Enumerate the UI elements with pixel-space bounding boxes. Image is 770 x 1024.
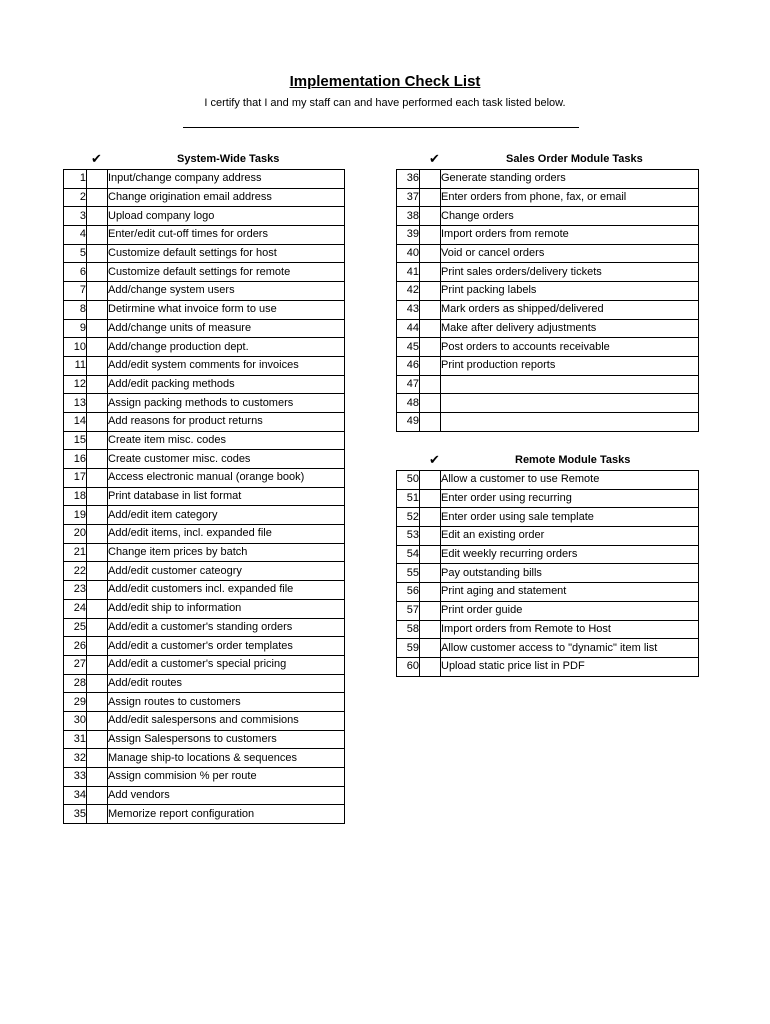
- task-number: 15: [64, 431, 87, 450]
- task-checkbox[interactable]: [420, 263, 441, 282]
- task-number: 10: [64, 338, 87, 357]
- task-description: [441, 412, 699, 431]
- task-checkbox[interactable]: [420, 207, 441, 226]
- remote-tasks-table: [396, 470, 699, 677]
- task-number: 29: [64, 693, 87, 712]
- task-checkbox[interactable]: [87, 543, 108, 562]
- table-row: [64, 319, 345, 338]
- task-number: 17: [64, 469, 87, 488]
- task-checkbox[interactable]: [420, 657, 441, 676]
- task-description: Assign routes to customers: [108, 693, 345, 712]
- task-checkbox[interactable]: [420, 356, 441, 375]
- task-number: 33: [64, 768, 87, 787]
- task-description: Add/edit a customer's standing orders: [108, 618, 345, 637]
- task-checkbox[interactable]: [87, 786, 108, 805]
- task-description: Add/edit a customer's order templates: [108, 637, 345, 656]
- task-description: Print aging and statement: [441, 583, 699, 602]
- task-description: [441, 394, 699, 413]
- task-description: Add/edit packing methods: [108, 375, 345, 394]
- table-row: [64, 693, 345, 712]
- task-number: 49: [397, 412, 420, 431]
- task-number: 12: [64, 375, 87, 394]
- task-checkbox[interactable]: [420, 639, 441, 658]
- task-checkbox[interactable]: [87, 525, 108, 544]
- table-row: [64, 469, 345, 488]
- task-description: Add reasons for product returns: [108, 412, 345, 431]
- task-description: Add/edit salespersons and commisions: [108, 711, 345, 730]
- task-checkbox[interactable]: [87, 244, 108, 263]
- task-description: Add/change production dept.: [108, 338, 345, 357]
- task-number: 36: [397, 170, 420, 189]
- task-description: Upload static price list in PDF: [441, 657, 699, 676]
- task-description: Pay outstanding bills: [441, 564, 699, 583]
- task-description: Mark orders as shipped/delivered: [441, 300, 699, 319]
- task-checkbox[interactable]: [87, 469, 108, 488]
- task-checkbox[interactable]: [87, 170, 108, 189]
- task-number: 4: [64, 226, 87, 245]
- table-row: [64, 749, 345, 768]
- task-description: Import orders from remote: [441, 226, 699, 245]
- task-description: Enter order using recurring: [441, 489, 699, 508]
- table-row: [397, 356, 699, 375]
- task-description: Print packing labels: [441, 282, 699, 301]
- task-description: Input/change company address: [108, 170, 345, 189]
- task-description: Manage ship-to locations & sequences: [108, 749, 345, 768]
- task-description: Memorize report configuration: [108, 805, 345, 824]
- table-row: [64, 618, 345, 637]
- task-description: Print production reports: [441, 356, 699, 375]
- task-checkbox[interactable]: [87, 450, 108, 469]
- task-number: 1: [64, 170, 87, 189]
- table-row: [64, 599, 345, 618]
- task-number: 34: [64, 786, 87, 805]
- task-checkbox[interactable]: [420, 300, 441, 319]
- table-row: [397, 412, 699, 431]
- task-number: 50: [397, 471, 420, 490]
- task-checkbox[interactable]: [420, 489, 441, 508]
- table-row: [64, 674, 345, 693]
- task-number: 19: [64, 506, 87, 525]
- task-number: 60: [397, 657, 420, 676]
- task-checkbox[interactable]: [87, 655, 108, 674]
- task-number: 55: [397, 564, 420, 583]
- task-checkbox[interactable]: [420, 394, 441, 413]
- task-number: 58: [397, 620, 420, 639]
- task-description: Add/change units of measure: [108, 319, 345, 338]
- table-row: [397, 319, 699, 338]
- task-number: 41: [397, 263, 420, 282]
- task-checkbox[interactable]: [420, 244, 441, 263]
- task-checkbox[interactable]: [87, 768, 108, 787]
- task-number: 16: [64, 450, 87, 469]
- task-number: 35: [64, 805, 87, 824]
- task-checkbox[interactable]: [87, 282, 108, 301]
- task-checkbox[interactable]: [420, 375, 441, 394]
- task-description: Change item prices by batch: [108, 543, 345, 562]
- task-checkbox[interactable]: [420, 564, 441, 583]
- task-checkbox[interactable]: [87, 263, 108, 282]
- task-number: 38: [397, 207, 420, 226]
- task-number: 44: [397, 319, 420, 338]
- task-number: 37: [397, 188, 420, 207]
- task-number: 46: [397, 356, 420, 375]
- task-checkbox[interactable]: [420, 282, 441, 301]
- task-checkbox[interactable]: [87, 319, 108, 338]
- task-checkbox[interactable]: [420, 338, 441, 357]
- task-description: Make after delivery adjustments: [441, 319, 699, 338]
- task-checkbox[interactable]: [87, 207, 108, 226]
- task-number: 22: [64, 562, 87, 581]
- task-description: Import orders from Remote to Host: [441, 620, 699, 639]
- task-number: 56: [397, 583, 420, 602]
- task-description: Change orders: [441, 207, 699, 226]
- task-description: Print database in list format: [108, 487, 345, 506]
- task-description: Post orders to accounts receivable: [441, 338, 699, 357]
- task-number: 40: [397, 244, 420, 263]
- task-description: Add/edit customer cateogry: [108, 562, 345, 581]
- task-description: Add/edit items, incl. expanded file: [108, 525, 345, 544]
- system-tasks-header: [63, 151, 345, 168]
- remote-tasks-header: [396, 452, 699, 469]
- table-row: [64, 300, 345, 319]
- table-row: [397, 282, 699, 301]
- task-checkbox[interactable]: [87, 412, 108, 431]
- table-row: [397, 545, 699, 564]
- table-row: [64, 805, 345, 824]
- task-number: 14: [64, 412, 87, 431]
- task-number: 59: [397, 639, 420, 658]
- task-checkbox[interactable]: [420, 545, 441, 564]
- table-row: [397, 375, 699, 394]
- certification-statement: I certify that I and my staff can and have performed each task listed below.: [204, 97, 566, 109]
- task-description: Add vendors: [108, 786, 345, 805]
- task-description: Allow customer access to "dynamic" item list: [441, 639, 699, 658]
- task-number: 43: [397, 300, 420, 319]
- table-row: [397, 471, 699, 490]
- task-description: Customize default settings for remote: [108, 263, 345, 282]
- signature-line: [183, 127, 579, 128]
- task-description: Assign packing methods to customers: [108, 394, 345, 413]
- task-description: Customize default settings for host: [108, 244, 345, 263]
- task-description: Add/edit system comments for invoices: [108, 356, 345, 375]
- check-icon: ✔: [429, 151, 440, 166]
- sales-tasks-table: [396, 169, 699, 432]
- table-row: [64, 637, 345, 656]
- table-row: [64, 394, 345, 413]
- task-description: Add/edit a customer's special pricing: [108, 655, 345, 674]
- task-checkbox[interactable]: [87, 711, 108, 730]
- table-row: [64, 263, 345, 282]
- task-checkbox[interactable]: [87, 730, 108, 749]
- task-description: Print sales orders/delivery tickets: [441, 263, 699, 282]
- task-number: 52: [397, 508, 420, 527]
- task-number: 31: [64, 730, 87, 749]
- task-number: 3: [64, 207, 87, 226]
- check-icon: ✔: [91, 151, 102, 166]
- table-row: [64, 244, 345, 263]
- task-number: 9: [64, 319, 87, 338]
- task-number: 42: [397, 282, 420, 301]
- task-number: 32: [64, 749, 87, 768]
- table-row: [64, 282, 345, 301]
- table-row: [64, 207, 345, 226]
- task-number: 7: [64, 282, 87, 301]
- table-row: [64, 226, 345, 245]
- table-row: [397, 244, 699, 263]
- task-checkbox[interactable]: [87, 375, 108, 394]
- table-row: [64, 487, 345, 506]
- task-number: 13: [64, 394, 87, 413]
- table-row: [64, 506, 345, 525]
- task-checkbox[interactable]: [420, 226, 441, 245]
- table-row: [64, 450, 345, 469]
- task-number: 23: [64, 581, 87, 600]
- sales-tasks-header: [396, 151, 699, 168]
- task-number: 11: [64, 356, 87, 375]
- task-checkbox[interactable]: [87, 487, 108, 506]
- table-row: [64, 188, 345, 207]
- task-number: 18: [64, 487, 87, 506]
- table-row: [397, 564, 699, 583]
- task-checkbox[interactable]: [87, 300, 108, 319]
- task-checkbox[interactable]: [87, 618, 108, 637]
- table-row: [64, 655, 345, 674]
- table-row: [397, 188, 699, 207]
- task-number: 48: [397, 394, 420, 413]
- table-row: [397, 394, 699, 413]
- task-checkbox[interactable]: [420, 471, 441, 490]
- task-checkbox[interactable]: [87, 562, 108, 581]
- system-tasks-title: System-Wide Tasks: [177, 153, 280, 165]
- task-number: 28: [64, 674, 87, 693]
- task-description: Add/edit item category: [108, 506, 345, 525]
- table-row: [64, 338, 345, 357]
- page-title: Implementation Check List: [289, 73, 481, 90]
- task-description: Assign Salespersons to customers: [108, 730, 345, 749]
- remote-tasks-title: Remote Module Tasks: [515, 454, 631, 466]
- table-row: [397, 226, 699, 245]
- task-number: 5: [64, 244, 87, 263]
- task-description: Access electronic manual (orange book): [108, 469, 345, 488]
- task-number: 8: [64, 300, 87, 319]
- task-number: 30: [64, 711, 87, 730]
- table-row: [397, 657, 699, 676]
- table-row: [397, 620, 699, 639]
- table-row: [397, 508, 699, 527]
- task-checkbox[interactable]: [87, 431, 108, 450]
- task-checkbox[interactable]: [420, 188, 441, 207]
- task-number: 47: [397, 375, 420, 394]
- task-description: Change origination email address: [108, 188, 345, 207]
- task-description: Edit an existing order: [441, 527, 699, 546]
- table-row: [64, 525, 345, 544]
- task-number: 57: [397, 601, 420, 620]
- table-row: [64, 356, 345, 375]
- task-description: Create customer misc. codes: [108, 450, 345, 469]
- table-row: [397, 207, 699, 226]
- task-description: Upload company logo: [108, 207, 345, 226]
- task-number: 26: [64, 637, 87, 656]
- system-tasks-table: [63, 169, 345, 824]
- task-checkbox[interactable]: [87, 599, 108, 618]
- task-checkbox[interactable]: [87, 637, 108, 656]
- task-checkbox[interactable]: [420, 412, 441, 431]
- task-checkbox[interactable]: [420, 508, 441, 527]
- table-row: [64, 768, 345, 787]
- task-description: Add/edit routes: [108, 674, 345, 693]
- table-row: [64, 730, 345, 749]
- task-description: Enter orders from phone, fax, or email: [441, 188, 699, 207]
- table-row: [397, 338, 699, 357]
- table-row: [397, 601, 699, 620]
- task-checkbox[interactable]: [87, 749, 108, 768]
- check-icon: ✔: [429, 452, 440, 467]
- task-description: Enter/edit cut-off times for orders: [108, 226, 345, 245]
- sales-tasks-title: Sales Order Module Tasks: [506, 153, 643, 165]
- task-description: Create item misc. codes: [108, 431, 345, 450]
- task-number: 51: [397, 489, 420, 508]
- task-description: Detirmine what invoice form to use: [108, 300, 345, 319]
- task-checkbox[interactable]: [420, 583, 441, 602]
- table-row: [64, 170, 345, 189]
- table-row: [397, 489, 699, 508]
- table-row: [397, 527, 699, 546]
- table-row: [64, 581, 345, 600]
- table-row: [397, 639, 699, 658]
- task-number: 24: [64, 599, 87, 618]
- task-description: Enter order using sale template: [441, 508, 699, 527]
- task-checkbox[interactable]: [87, 805, 108, 824]
- task-checkbox[interactable]: [87, 506, 108, 525]
- task-number: 45: [397, 338, 420, 357]
- table-row: [397, 263, 699, 282]
- task-description: Add/edit ship to information: [108, 599, 345, 618]
- task-description: Add/change system users: [108, 282, 345, 301]
- table-row: [397, 300, 699, 319]
- task-checkbox[interactable]: [87, 226, 108, 245]
- task-number: 39: [397, 226, 420, 245]
- task-description: Allow a customer to use Remote: [441, 471, 699, 490]
- table-row: [64, 543, 345, 562]
- task-checkbox[interactable]: [420, 319, 441, 338]
- task-number: 21: [64, 543, 87, 562]
- task-checkbox[interactable]: [87, 188, 108, 207]
- task-number: 2: [64, 188, 87, 207]
- task-checkbox[interactable]: [420, 170, 441, 189]
- task-checkbox[interactable]: [87, 581, 108, 600]
- task-checkbox[interactable]: [87, 356, 108, 375]
- task-number: 27: [64, 655, 87, 674]
- table-row: [397, 170, 699, 189]
- task-number: 53: [397, 527, 420, 546]
- task-description: Void or cancel orders: [441, 244, 699, 263]
- task-checkbox[interactable]: [87, 693, 108, 712]
- task-number: 20: [64, 525, 87, 544]
- task-checkbox[interactable]: [420, 527, 441, 546]
- task-checkbox[interactable]: [87, 674, 108, 693]
- task-number: 54: [397, 545, 420, 564]
- task-checkbox[interactable]: [87, 394, 108, 413]
- task-checkbox[interactable]: [420, 620, 441, 639]
- task-description: Assign commision % per route: [108, 768, 345, 787]
- table-row: [64, 431, 345, 450]
- table-row: [64, 786, 345, 805]
- table-row: [64, 375, 345, 394]
- task-description: Add/edit customers incl. expanded file: [108, 581, 345, 600]
- table-row: [64, 562, 345, 581]
- task-description: [441, 375, 699, 394]
- task-checkbox[interactable]: [87, 338, 108, 357]
- task-description: Print order guide: [441, 601, 699, 620]
- table-row: [397, 583, 699, 602]
- task-description: Generate standing orders: [441, 170, 699, 189]
- task-number: 6: [64, 263, 87, 282]
- table-row: [64, 412, 345, 431]
- task-number: 25: [64, 618, 87, 637]
- task-checkbox[interactable]: [420, 601, 441, 620]
- table-row: [64, 711, 345, 730]
- task-description: Edit weekly recurring orders: [441, 545, 699, 564]
